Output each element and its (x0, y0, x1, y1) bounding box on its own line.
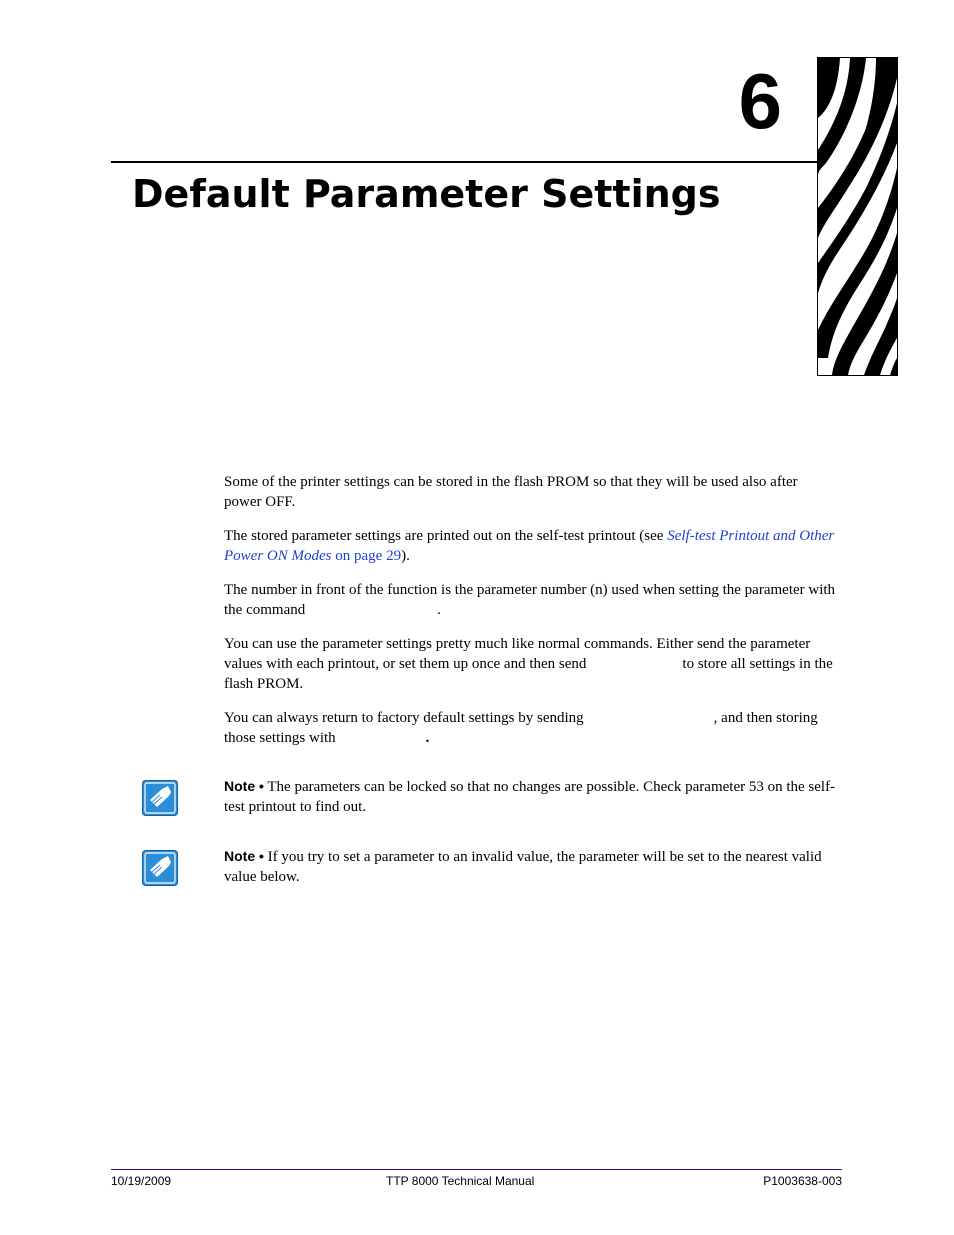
note-locked-parameters: Note • The parameters can be locked so that no changes are possible. Check parameter 53 on the self-test printout to find out. (142, 776, 836, 817)
page-29-link[interactable]: on page 29 (335, 548, 402, 564)
paragraph-flash-prom: Some of the printer settings can be stored in the flash PROM so that they will be used also after power OFF. (224, 474, 798, 510)
paragraph-self-test: The stored parameter settings are printed out on the self-test printout (see Self-test Printout and Other Power ON Modes on page 29). (224, 528, 835, 564)
footer-rule (111, 1169, 842, 1170)
body-text (224, 472, 836, 762)
footer-part-number: P1003638-003 (763, 1174, 842, 1188)
note-pad-icon (142, 850, 178, 886)
chapter-number: 6 (738, 57, 782, 145)
paragraph-usage: You can use the parameter settings pretty much like normal commands. Either send the parameter values with each printout, or set them up once and then send to store all settings in the flash PROM. (224, 636, 833, 692)
chapter-title: Default Parameter Settings (132, 172, 721, 216)
paragraph-factory-defaults: You can always return to factory default settings by sending , and then storing those settings with . (224, 710, 818, 746)
zebra-stripes-logo (817, 57, 898, 376)
chapter-rule (111, 161, 817, 163)
self-test-printout-link[interactable]: Self-test Printout and Other Power ON Modes (224, 528, 835, 564)
note-invalid-value: Note • If you try to set a parameter to an invalid value, the parameter will be set to the nearest valid value below. (142, 846, 836, 887)
footer-date: 10/19/2009 (111, 1174, 172, 1188)
footer-manual-title: TTP 8000 Technical Manual (386, 1174, 535, 1188)
note-pad-icon (142, 780, 178, 816)
paragraph-parameter-number: The number in front of the function is the parameter number (n) used when setting the parameter with the command . (224, 582, 836, 618)
